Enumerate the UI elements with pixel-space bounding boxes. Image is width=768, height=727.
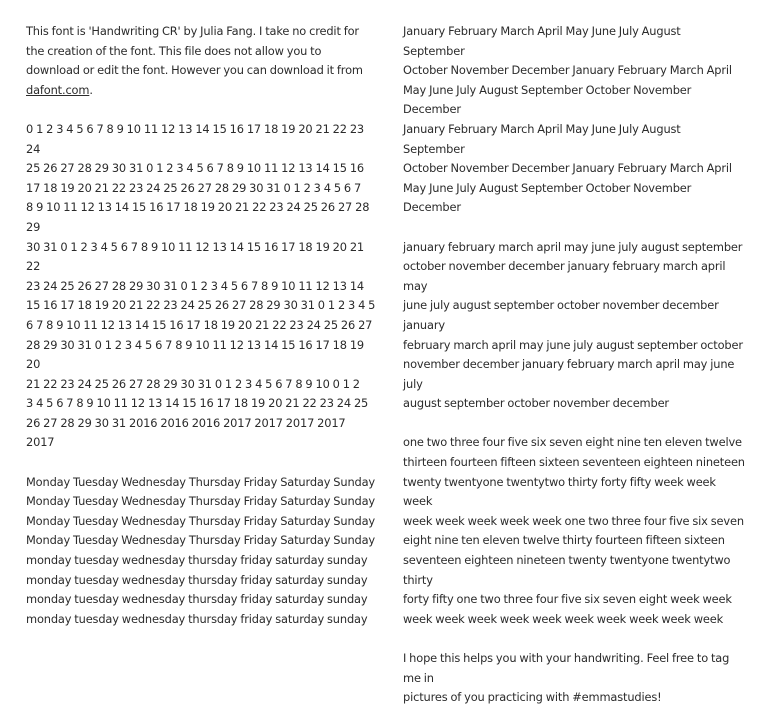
intro-paragraph [26,22,376,100]
weekdays-practice-block: Monday Tuesday Wednesday Thursday Friday Saturday Sunday Monday Tuesday Wednesday Thursday Friday Saturday Sunday Monday Tuesday Wednesday Thursday Friday Saturday Sunday Monday Tuesday Wednesday Thursday Friday Saturday Sunday monday tuesday wednesday thursday friday saturday sunday monday tuesday wednesday thursday friday saturday sunday monday tuesday wednesday thursday friday saturday sunday monday tuesday wednesday thursday friday saturday sunday [26,474,376,626]
numbers-practice-block: 0 1 2 3 4 5 6 7 8 9 10 11 12 13 14 15 16 17 18 19 20 21 22 23 24 25 26 27 28 29 30 31 0 1 2 3 4 5 6 7 8 9 10 11 12 13 14 15 16 17 18 19 20 21 22 23 24 25 26 27 28 29 30 31 0 1 2 3 4 5 6 7 8 9 10 11 12 13 14 15 16 17 18 19 20 21 22 23 24 25 26 27 28 29 30 31 0 1 2 3 4 5 6 7 8 9 10 11 12 13 14 15 16 17 18 19 20 21 22 23 24 25 26 27 28 29 30 31 0 1 2 3 4 5 6 7 8 9 10 11 12 13 14 15 16 17 18 19 20 21 22 23 24 25 26 27 28 29 30 31 0 1 2 3 4 5 6 7 8 9 10 11 12 13 14 15 16 17 18 19 20 21 22 23 24 25 26 27 28 29 30 31 0 1 2 3 4 5 6 7 8 9 10 11 12 13 14 15 16 17 18 19 20 21 22 23 24 25 26 27 28 29 30 31 0 1 2 3 4 5 6 7 8 9 10 0 1 2 3 4 5 6 7 8 9 10 11 12 13 14 15 16 17 18 19 20 21 22 23 24 25 26 27 28 29 30 31 2016 2016 2016 2017 2017 2017 2017 2017 [26,121,376,450]
left-column [26,22,376,649]
intro-text: This font is 'Handwriting CR' by Julia Fang. I take no credit for the creation of the font. This file does not allow you to download or edit the font. However you can download it from [26,24,363,78]
closing-note: I hope this helps you with your handwriting. Feel free to tag me in pictures of you practicing with #emmastudies! [403,651,730,705]
dafont-link[interactable]: dafont.com [26,82,90,97]
right-column [403,22,745,727]
months-capitalized-block: January February March April May June July August September October November December January February March April May June July August September October November December January February March April May June July August September October November December January February March April May June July August September October November December [403,24,732,215]
months-lowercase-block: january february march april may june july august september october november december january february march april may june july august september october november december january february march april may june july august september october november december january february march april may june july august september october november december [403,239,743,411]
number-words-block: one two three four five six seven eight nine ten eleven twelve thirteen fourteen fifteen sixteen seventeen eighteen nineteen twenty twentyone twentytwo thirty forty fifty week week week week week week week week one two three four five six seven eight nine ten eleven twelve thirty fourteen fifteen sixteen seventeen eighteen nineteen twenty twentyone twentytwo thirty forty fifty one two three four five six seven eight week week week week week week week week week week week week [403,435,745,626]
intro-period: . [89,82,93,97]
